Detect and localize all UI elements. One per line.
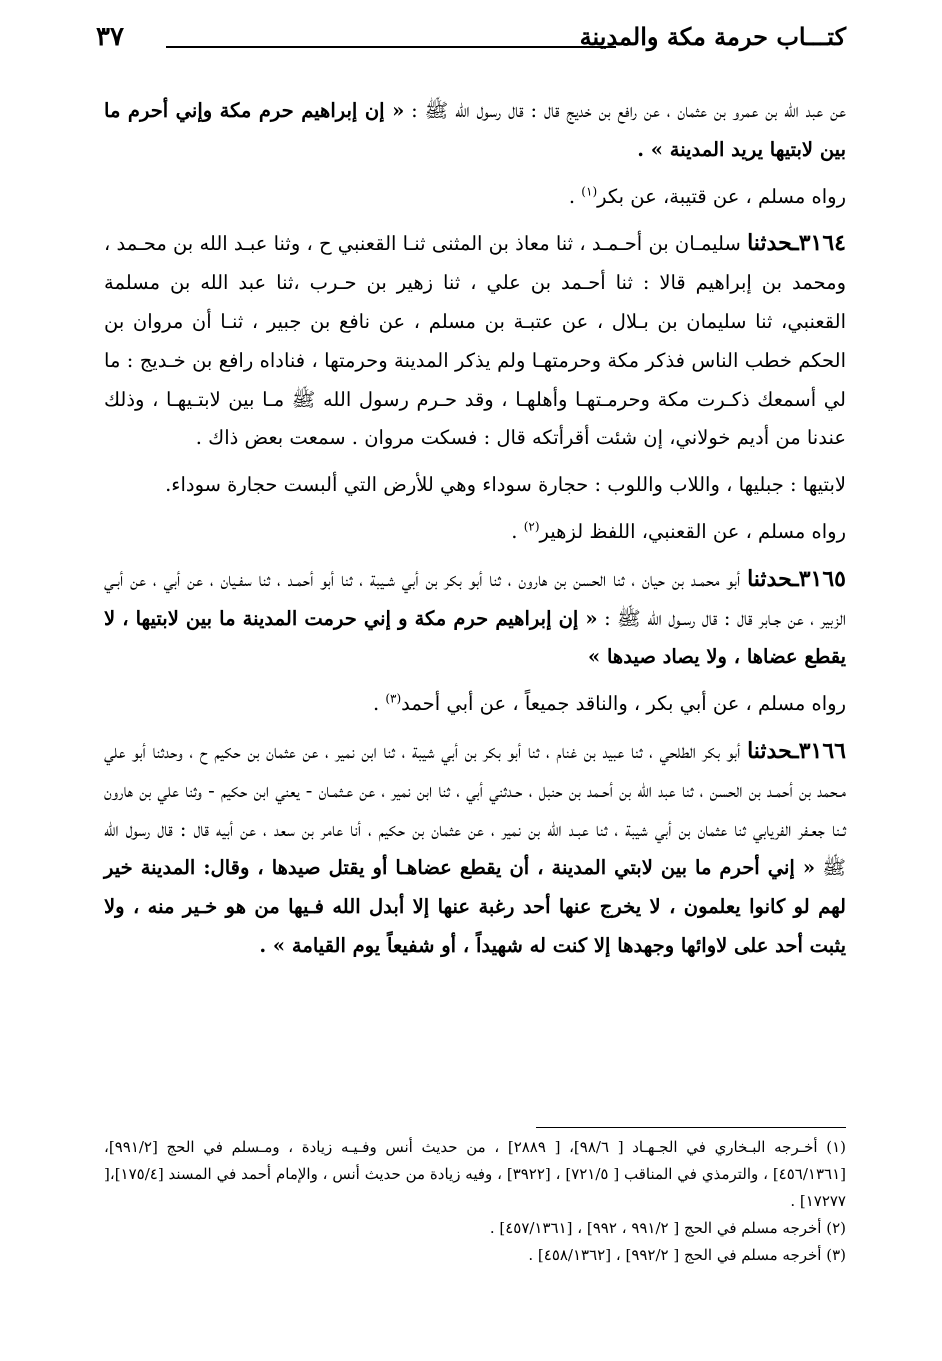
riwaya-line: رواه مسلم ، عن القعنبي، اللفظ لزهير$^{(٢)}$ . xyxy=(511,519,846,543)
footnote-ref: (٢) xyxy=(523,519,540,534)
matn-text: « إني أحرم ما بين لابتي المدينة ، أن يقطع عضاهـا أو يقتل صيدها ، وقال: المدينة خير لهم لو كانوا يعلمون ، لا يخرج عنها أحد رغبة عنها إلا أبدل الله فـيها من هو خـير منه ، ولا يثبت أحد على لاوائها وجهدها إلا كنت له شهيداً ، أو شفيعاً يوم القيامة » . xyxy=(104,856,846,957)
isnad-text: أبو محمـد بن حيان ، ثنا الحسن بن هارون ، ثنا أبو بكر بن أبي شـيبة ، ثنا أبو أحمـد ، ثنا سفـيان ، عن أبي ، عن أبـي الزبير ، عن جـابر قال : قال رسـول الله ﷺ : xyxy=(104,567,846,630)
haddathana-word: حدثنا xyxy=(747,230,793,257)
hadith-number: ٣١٦٤ـ xyxy=(792,230,846,257)
footnote-2: (٢) أخرجه مسلم في الحج [ ٩٩١/٢ ، ٩٩٢] ، [٤٥٧/١٣٦١] . xyxy=(489,1219,846,1237)
matn-text: « إن إبراهيم حرم مكة و إني حرمت المدينة ما بين لابتيها ، لا يقطع عضاها ، ولا يصاد صيدها » xyxy=(104,606,846,669)
riwaya-text: رواه مسلم ، عن أبي بكر ، والناقد جميعاً ، عن أبي أحمد xyxy=(401,692,846,716)
haddathana-word: حدثنا xyxy=(747,565,793,592)
gloss-line: لابتيها : جبليها ، واللاب واللوب : حجارة سوداء وهي للأرض التي ألبست حجارة سوداء. xyxy=(165,473,846,497)
isnad-text: أبو بكر الطلحي ، ثنا عبيد بن غنام ، ثنا أبو بكر بن أبي شيبة ، ثنا ابن نمير ، عن عثمان بن حكيم ح ، وحدثنا أبو علي مـحمد بن أحمـد بن الحسن ، ثنا عبد الله بن أحـمد بن حنبل ، حـدثني أبي ، ثنا ابن نمير ، عن عـثمـان - يعني ابن حكيم - وثنا علي بن هارون ثـنا جعـفر الفريابي ثنا عثمان بن أبي شيبة ، ثنا عبـد الله بن نمير ، عن عثمان بن حكيم ، أنا عامر بن سعد ، عن أبيه قال : قال رسول الله ﷺ xyxy=(104,739,846,880)
riwaya-line: رواه مسلم ، عن أبي بكر ، والناقد جميعاً ، عن أبي أحمد$^{(٣)}$ . xyxy=(372,691,846,716)
running-title: كتـــاب حرمة مكة والمدينة xyxy=(579,22,846,51)
footnote-ref: (١) xyxy=(581,184,598,199)
haddathana-word: حدثنا xyxy=(747,737,793,764)
isnad-text: عن عبد الله بن عمرو بن عثمان ، عن رافع بن خديج قال : قال رسول الله ﷺ : xyxy=(404,99,846,122)
footnote-ref: (٣) xyxy=(385,691,402,706)
riwaya-line: رواه مسلم ، عن قتيبة، عن بكر$^{(١)}$ . xyxy=(568,184,846,208)
hadith-text: سليمـان بن أحـمـد ، ثنا معاذ بن المثنى ثنـا القعنبي ح ، وثنا عبـد الله بن محـمد ، ومحمد بن إبراهيم قالا : ثنا أحـمد بن علي ، ثنا زهير بن حـرب ،ثنا عبد الله بن مسلمة القعنبي، ثنا سليمان بن بـلال ، عن عتبـة بن مسلم ، عن نافع بن جبير ، ثنـا أن مروان بن الحكم خطب الناس فذكر مكة وحرمتهـا ولم يذكر المدينة وحرمتها ، فناداه رافع بن خـديج : ما لي أسمعك ذكـرت مكة وحرمـتهـا وأهلهـا ، وقد حـرم رسول الله ﷺ مـا بين لابتـيهـا ، وذلك عندنا من أديم خولاني، إن شئت أقرأتكه قال : فسكت مروان . سمعت بعض ذاك . xyxy=(104,232,846,450)
footnote-1: (١) أخـرجه البـخاري في الجـهـاد [ ٩٨/٦]، [ ٢٨٨٩] ، من حديث أنس وفـيـه زيادة ، ومـسلم في الحج [٩٩١/٢]، [٤٥٦/١٣٦١] ، والترمذي في المناقب [ ٧٢١/٥] ، [٣٩٢٢] ، وفيه زيادة من حديث أنس ، والإمام أحمد في المسند [١٧٥/٤]،[ ١٧٢٧٧] . xyxy=(104,1138,846,1210)
hadith-continuation xyxy=(104,92,846,170)
hadith-3166 xyxy=(104,732,846,966)
header-rule xyxy=(166,46,616,48)
hadith-3165 xyxy=(104,560,846,677)
page-header xyxy=(96,22,846,66)
matn-text: « إن إبراهيم حرم مكة وإني أحرم ما بين لابتيها يريد المدينة » . xyxy=(104,99,846,161)
footnote-separator xyxy=(536,1127,846,1128)
page-body xyxy=(104,92,846,974)
hadith-number: ٣١٦٥ـ xyxy=(792,565,846,592)
footnotes xyxy=(104,1134,846,1269)
hadith-3164 xyxy=(104,224,846,458)
page-number: ٣٧ xyxy=(96,22,124,52)
riwaya-text: رواه مسلم ، عن القعنبي، اللفظ لزهير xyxy=(539,519,846,543)
footnote-3: (٣) أخرجه مسلم في الحج [ ٩٩٢/٢] ، [٤٥٨/١٣٦٢] . xyxy=(528,1246,846,1264)
riwaya-text: رواه مسلم ، عن قتيبة، عن بكر xyxy=(597,184,846,208)
hadith-number: ٣١٦٦ـ xyxy=(792,737,846,764)
